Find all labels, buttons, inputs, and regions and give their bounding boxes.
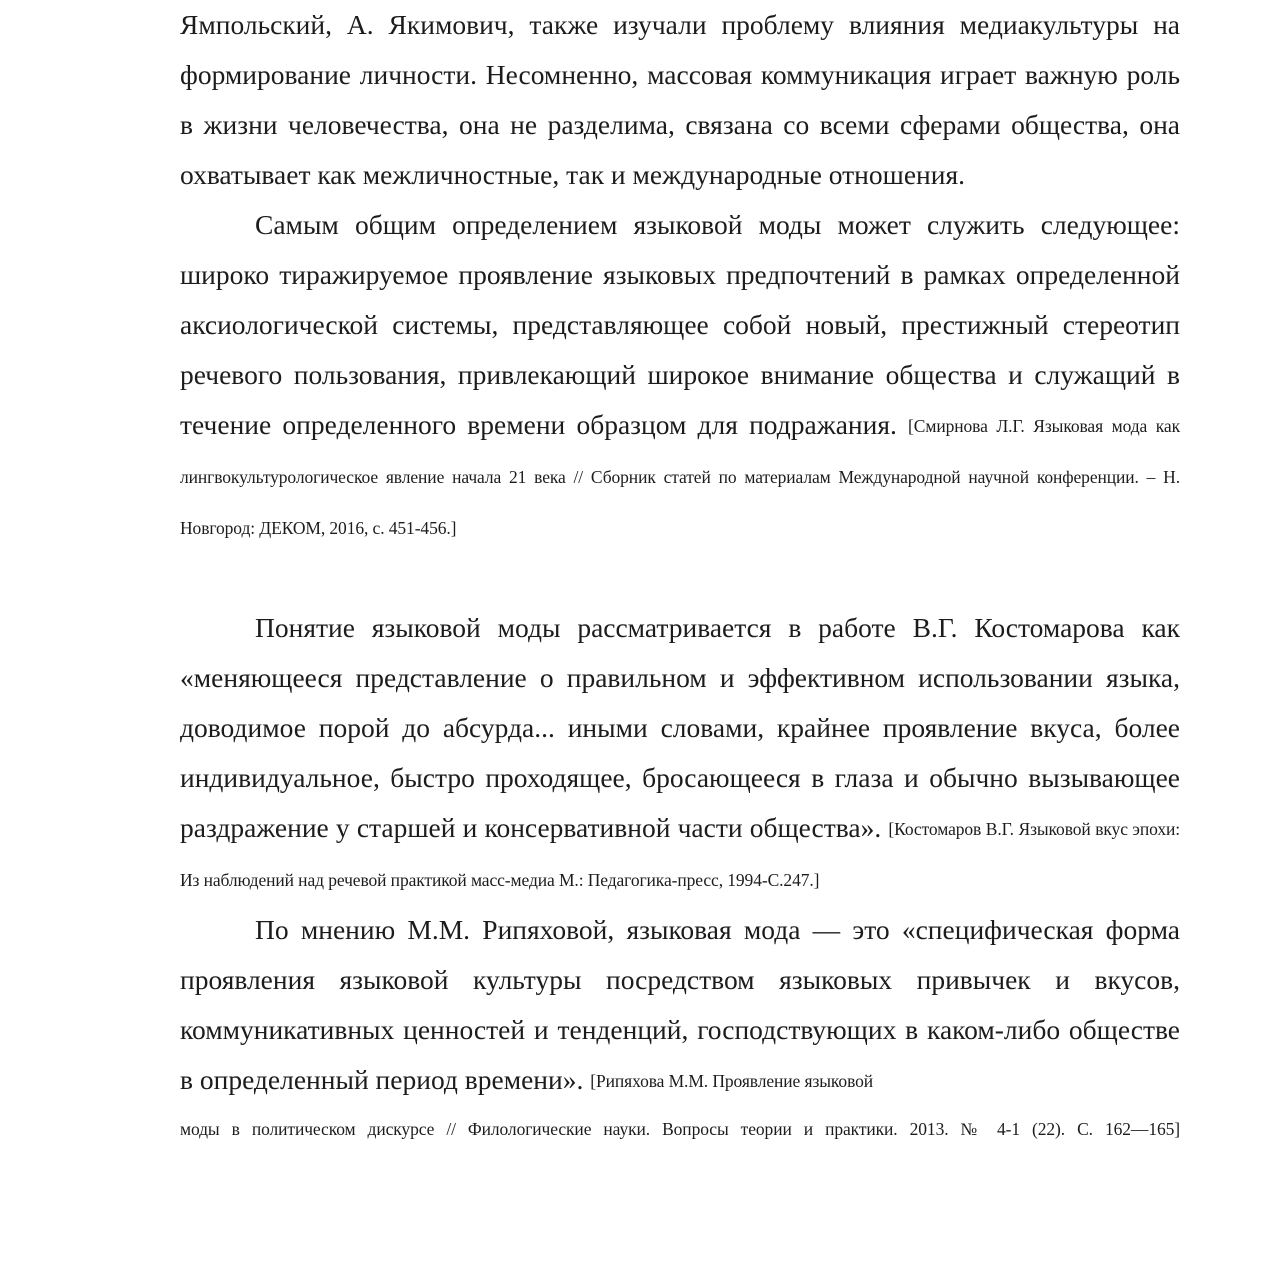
paragraph-kostomarov-text: Понятие языковой моды рассматривается в работе В.Г. Костомарова как «меняющееся представление о правильном и эффективном использовании языка, доводимое порой до абсурда... иными словами, крайнее проявление вкуса, более индивидуальное, быстро проходящее, бросающееся в глаза и обычно вызывающее раздражение у старшей и консервативной части общества». [180, 612, 1180, 843]
citation-ripyahova-head: [Рипяхова М.М. Проявление языковой [590, 1071, 874, 1091]
paragraph-intro-text: Ямпольский, А. Якимович, также изучали проблему влияния медиакультуры на формирование личности. Несомненно, массовая коммуникация играет важную роль в жизни человечества, она не разделима, связана со всеми сферами общества, она охватывает как межличностные, так и международные отношения. [180, 9, 1180, 190]
paragraph-definition-text: Самым общим определением языковой моды может служить следующее: широко тиражируемое проявление языковых предпочтений в рамках определенной аксиологической системы, представляющее собой новый, престижный стереотип речевого пользования, привлекающий широкое внимание общества и служащий в течение определенного времени образцом для подражания. [180, 209, 1180, 440]
paragraph-definition [180, 200, 1180, 553]
paragraph-ripyahova [180, 905, 1180, 1106]
citation-smirnova: [Смирнова Л.Г. Языковая мода как лингвокультурологическое явление начала 21 века // Сборник статей по материалам Международной научной конференции. – Н. Новгород: ДЕКОМ, 2016, с. 451-456.] [180, 416, 1180, 538]
paragraph-kostomarov [180, 603, 1180, 905]
citation-ripyahova-tail: моды в политическом дискурсе // Филологические науки. Вопросы теории и практики. 2013. № 4-1 (22). С. 162—165] [180, 1119, 1180, 1139]
paragraph-intro [180, 0, 1180, 200]
paragraph-spacer-1 [180, 553, 1180, 603]
document-body [180, 0, 1180, 1152]
citation-kostomarov: [Костомаров В.Г. Языковой вкус эпохи: Из наблюдений над речевой практикой масс-медиа М.: Педагогика-пресс, 1994-С.247.] [180, 819, 1180, 890]
paragraph-ripyahova-text: По мнению М.М. Рипяховой, языковая мода — это «специфическая форма проявления языковой культуры посредством языковых привычек и вкусов, коммуникативных ценностей и тенденций, господствующих в каком-либо обществе в определенный период времени». [180, 914, 1180, 1095]
